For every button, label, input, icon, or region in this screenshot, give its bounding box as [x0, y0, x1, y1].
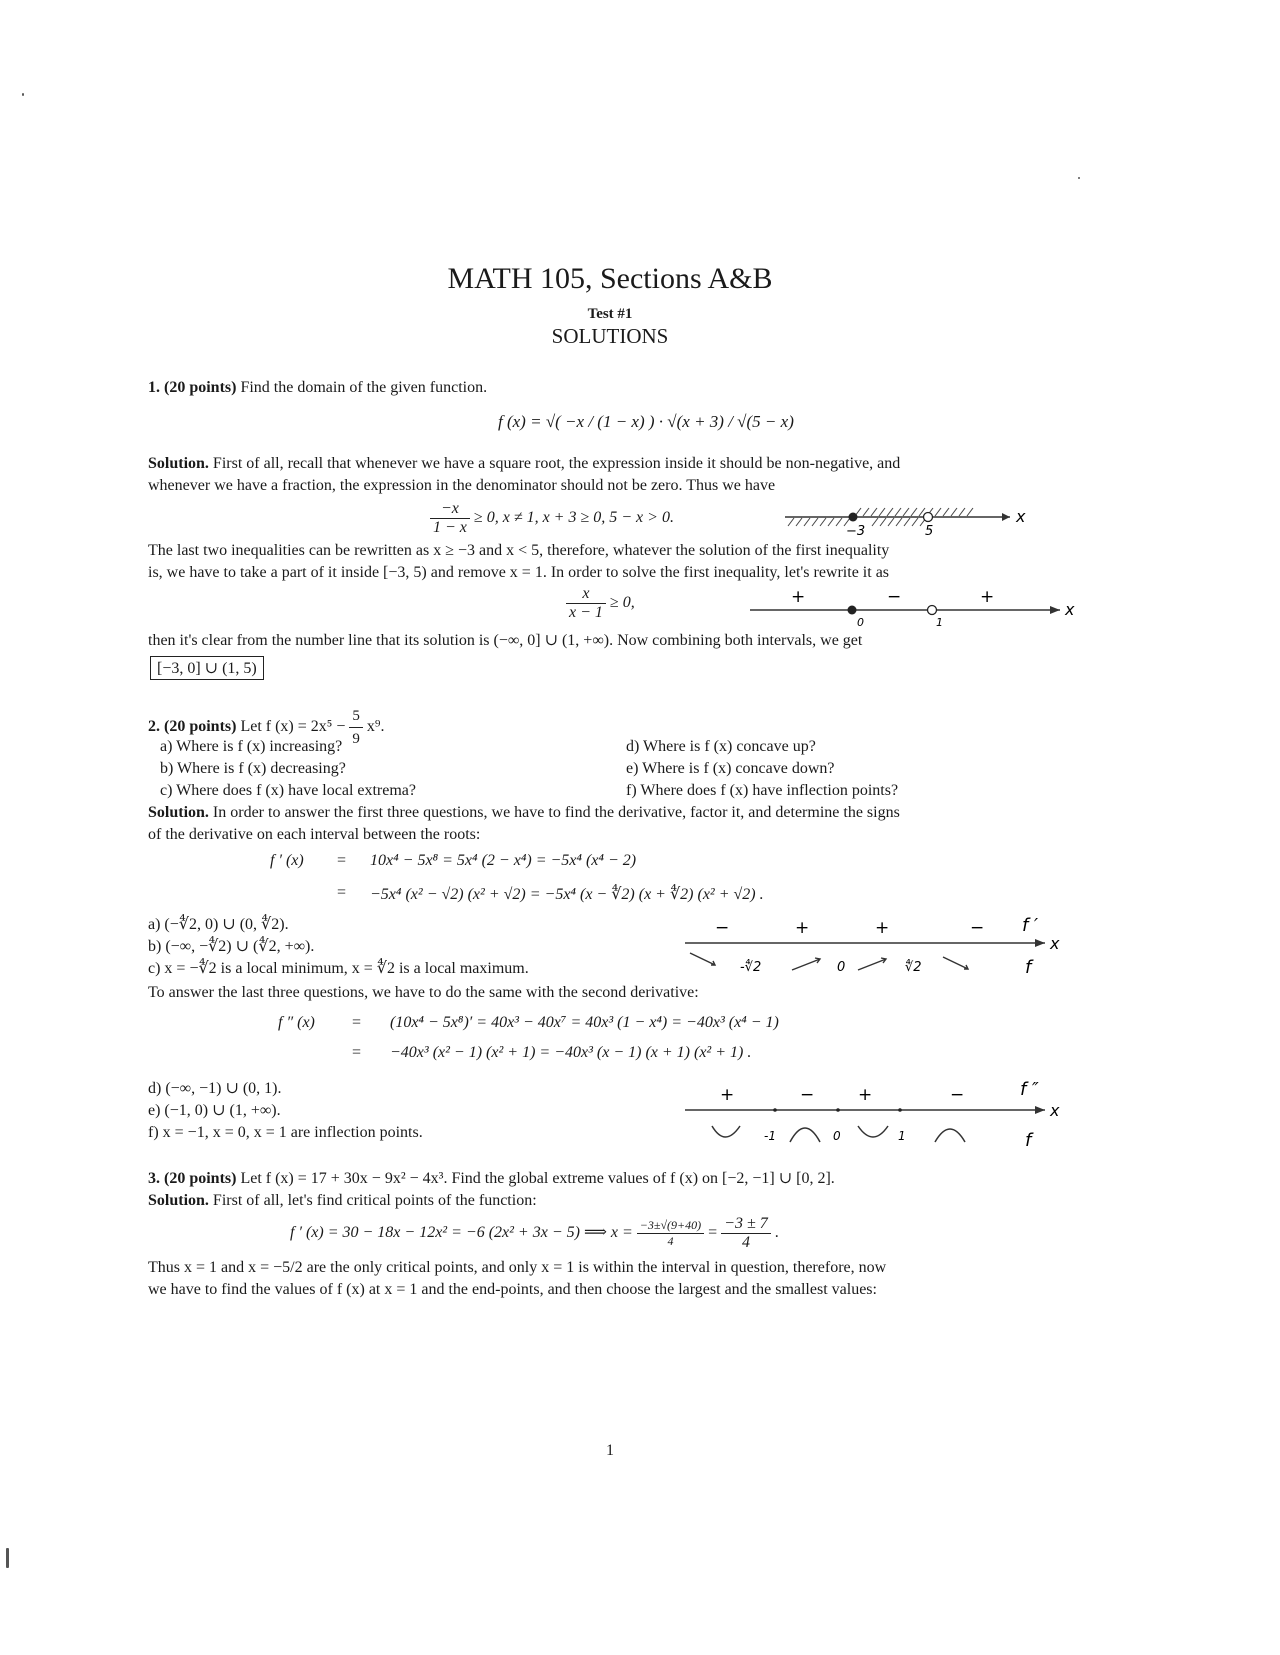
q1-prompt: Find the domain of the given function.	[240, 379, 488, 396]
q2-answer-e: e) (−1, 0) ∪ (1, +∞).	[148, 1102, 281, 1119]
q2-nl1-sign-4: −	[970, 918, 985, 938]
q1-function: f (x) = √( −x / (1 − x) ) · √(x + 3) / √(5 − x)	[498, 412, 794, 431]
q2-nl2-sign-2: −	[800, 1085, 815, 1105]
q2-solution-line1: Solution. In order to answer the first three questions, we have to find the derivative, factor it, and determine the signs	[148, 804, 900, 821]
q1-nl2-sign-2: −	[887, 587, 902, 607]
q2-nl2-point-1: 0	[833, 1129, 841, 1143]
q2-answer-d: d) (−∞, −1) ∪ (0, 1).	[148, 1080, 282, 1097]
q2-nl1-point-2: ∜2	[905, 960, 922, 975]
q1-solution-line2: whenever we have a fraction, the expression in the denominator should not be zero. Thus we have	[148, 477, 776, 494]
q2-answer-f: f) x = −1, x = 0, x = 1 are inflection points.	[148, 1124, 423, 1141]
scan-edge	[6, 1548, 9, 1568]
q1-line3: The last two inequalities can be rewritten as x ≥ −3 and x < 5, therefore, whatever the solution of the first inequality	[148, 542, 890, 559]
q1-nl1-right: 5	[925, 524, 934, 539]
q2-concave-up-1	[712, 1126, 740, 1137]
q2-answer-c: c) x = −∜2 is a local minimum, x = ∜2 is a local maximum.	[148, 960, 529, 977]
q2-nl1-sign-2: +	[795, 918, 810, 938]
q1-label: 1. (20 points)	[148, 379, 237, 396]
q3-statement: 3. (20 points) Let f (x) = 17 + 30x − 9x² − 4x³. Find the global extreme values of f (x) on [−2, −1] ∪ [0, 2].	[148, 1170, 835, 1187]
q2-second-derivative-row1: (10x⁴ − 5x⁸)′ = 40x³ − 40x⁷ = 40x³ (1 − x⁴) = −40x³ (x⁴ − 1)	[390, 1014, 779, 1031]
q1-nl2-sign-1: +	[791, 587, 806, 607]
q2-eq-sign-2: =	[337, 884, 347, 901]
q2-concave-down-2	[935, 1129, 965, 1142]
q1-solution-label: Solution.	[148, 455, 209, 472]
q1-line5: then it's clear from the number line that its solution is (−∞, 0] ∪ (1, +∞). Now combining both intervals, we get	[148, 632, 863, 649]
q2-eq-sign-1: =	[337, 852, 347, 869]
q2-concave-down-1	[790, 1128, 820, 1142]
q2-nl1-sign-3: +	[875, 918, 890, 938]
q2-nl2-point-2: 1	[898, 1129, 906, 1143]
document-title: MATH 105, Sections A&B	[447, 262, 773, 295]
q1-statement	[148, 377, 487, 399]
q2-nl2-point-0: -1	[764, 1129, 776, 1143]
q2-nl1-axis: x	[1050, 934, 1060, 953]
q2-question-c: c) Where does f (x) have local extrema?	[160, 782, 417, 799]
q2-nl1-label-bottom: f	[1025, 957, 1032, 978]
q2-nl1-label-top: f ′	[1022, 915, 1039, 936]
q2-eq-sign-4: =	[352, 1044, 362, 1061]
q1-nl2-point-1: 1	[936, 616, 943, 629]
q2-nl2-sign-4: −	[950, 1085, 965, 1105]
page-number: 1	[606, 1442, 614, 1459]
q2-derivative-row2: −5x⁴ (x² − √2) (x² + √2) = −5x⁴ (x − ∜2) (x + ∜2) (x² + √2) .	[370, 886, 764, 903]
q3-line-a: Thus x = 1 and x = −5/2 are the only critical points, and only x = 1 is within the interval in question, therefore, now	[148, 1259, 887, 1276]
q1-answer-box: [−3, 0] ∪ (1, 5)	[150, 656, 264, 680]
q2-answer-a: a) (−∜2, 0) ∪ (0, ∜2).	[148, 916, 289, 933]
q2-solution-line2: of the derivative on each interval between the roots:	[148, 826, 481, 843]
q1-line4: is, we have to take a part of it inside [−3, 5) and remove x = 1. In order to solve the first inequality, let's rewrite it as	[148, 564, 890, 581]
q2-nl2-axis: x	[1050, 1101, 1060, 1120]
q2-question-e: e) Where is f (x) concave down?	[626, 760, 835, 777]
q2-second-derivative-lhs: f ″ (x)	[278, 1014, 315, 1031]
q1-nl2-sign-3: +	[980, 587, 995, 607]
q1-number-line-sign	[745, 585, 1085, 630]
q2-nl2-label-bottom: f	[1025, 1130, 1032, 1151]
q2-number-line-fprime	[680, 905, 1080, 983]
q1-nl2-point-0: 0	[857, 616, 864, 629]
q3-label: 3. (20 points)	[148, 1170, 237, 1187]
q2-statement: 2. (20 points) Let f (x) = 2x⁵ − $\frac{5}{9}$ x⁹.	[148, 705, 384, 750]
q1-nl1-axis: x	[1016, 507, 1026, 526]
q2-question-a: a) Where is f (x) increasing?	[160, 738, 343, 755]
test-number: Test #1	[587, 306, 633, 322]
q2-derivative-row1: 10x⁴ − 5x⁸ = 5x⁴ (2 − x⁴) = −5x⁴ (x⁴ − 2)	[370, 852, 637, 869]
scan-speck	[22, 93, 24, 96]
q1-inequality2: $\frac{x}{x - 1}$ ≥ 0,	[566, 585, 635, 622]
q2-nl2-label-top: f ″	[1020, 1079, 1039, 1100]
q2-second-derivative-row2: −40x³ (x² − 1) (x² + 1) = −40x³ (x − 1) (x + 1) (x² + 1) .	[390, 1044, 752, 1061]
q3-line-b: we have to find the values of f (x) at x = 1 and the end-points, and then choose the largest and the smallest values:	[148, 1281, 877, 1298]
q2-nl2-sign-1: +	[720, 1085, 735, 1105]
q1-nl1-left: −3	[846, 524, 866, 539]
q2-nl1-point-0: -∜2	[740, 960, 762, 975]
q2-derivative-lhs: f ′ (x)	[270, 852, 304, 869]
q3-solution-line1: Solution. First of all, let's find critical points of the function:	[148, 1192, 537, 1209]
q2-nl2-sign-3: +	[858, 1085, 873, 1105]
scan-speck	[1078, 177, 1080, 179]
q1-nl2-axis: x	[1065, 600, 1075, 619]
solutions-heading: SOLUTIONS	[551, 324, 669, 348]
q2-concave-up-2	[858, 1126, 888, 1137]
q2-nl1-sign-1: −	[715, 918, 730, 938]
q2-question-b: b) Where is f (x) decreasing?	[160, 760, 346, 777]
q2-label: 2. (20 points)	[148, 718, 237, 736]
q2-transition: To answer the last three questions, we have to do the same with the second derivative:	[148, 984, 699, 1001]
q2-nl1-point-1: 0	[837, 960, 846, 975]
q2-answer-b: b) (−∞, −∜2) ∪ (∜2, +∞).	[148, 938, 315, 955]
q3-derivative-equation: f ′ (x) = 30 − 18x − 12x² = −6 (2x² + 3x − 5) ⟹ x = $\frac{-3\pm√(9+40)}{4}$ = $\frac{-3 \pm 7}{4}$ .	[290, 1215, 779, 1251]
q1-solution-line1: Solution. First of all, recall that whenever we have a square root, the expression inside it should be non-negative, and	[148, 455, 901, 472]
q2-question-f: f) Where does f (x) have inflection points?	[626, 782, 899, 799]
q2-number-line-fdoubleprime	[680, 1070, 1080, 1155]
q2-question-d: d) Where is f (x) concave up?	[626, 738, 816, 755]
q2-eq-sign-3: =	[352, 1014, 362, 1031]
q1-conditions: $\frac{-x}{1 - x}$ ≥ 0, x ≠ 1, x + 3 ≥ 0, 5 − x > 0.	[430, 500, 674, 537]
q1-number-line-domain	[780, 500, 1040, 540]
